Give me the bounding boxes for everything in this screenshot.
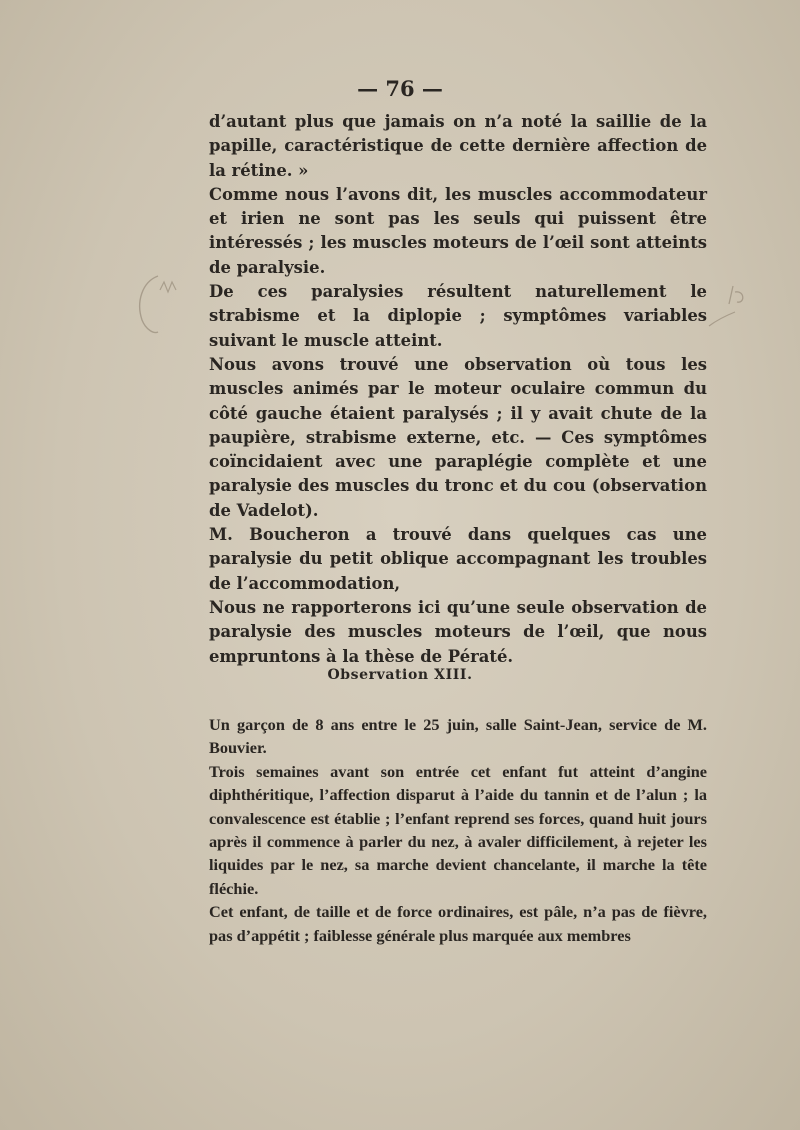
paragraph: Nous ne rapporterons ici qu’une seule observation de paralysie des muscles moteurs de l’œil, que nous empruntons à la thèse de Pératé.: [209, 597, 707, 666]
page-number: — 76 —: [357, 76, 443, 101]
pencil-mark-left-icon: [128, 268, 188, 338]
paragraph: Trois semaines avant son entrée cet enfant fut atteint d’angine diphthéritique, l’affection disparut à l’aide du tannin et de l’alun ; la convalescence est établie ; l’enfant reprend ses forces, quand huit jours après il commence à parler du nez, à avaler difficilement, à rejeter les liquides par le nez, sa marche devient chancelante, il marche la tête fléchie.: [209, 761, 707, 898]
observation-text: [209, 713, 707, 947]
paragraph: M. Boucheron a trouvé dans quelques cas une paralysie du petit oblique accompagnant les troubles de l’accommodation,: [209, 525, 707, 593]
paragraph: d’autant plus que jamais on n’a noté la saillie de la papille, caractéristique de cette dernière affection de la rétine. »: [209, 112, 707, 180]
paragraph: Nous avons trouvé une observation où tous les muscles animés par le moteur oculaire commun du côté gauche étaient paralysés ; il y avait chute de la paupière, strabisme externe, etc. — Ces symptômes coïncidaient avec une paraplégie complète et une paralysie des muscles du tronc et du cou (observation de Vadelot).: [209, 354, 707, 520]
observation-heading: Observation XIII.: [327, 667, 473, 683]
paragraph: De ces paralysies résultent naturellement le strabisme et la diplopie ; symptômes variables suivant le muscle atteint.: [209, 282, 707, 350]
paragraph: Un garçon de 8 ans entre le 25 juin, salle Saint-Jean, service de M. Bouvier.: [209, 715, 707, 758]
paragraph: Comme nous l’avons dit, les muscles accommodateur et irien ne sont pas les seuls qui puissent être intéressés ; les muscles moteurs de l’œil sont atteints de paralysie.: [209, 184, 707, 277]
main-text: [209, 110, 707, 669]
paragraph: Cet enfant, de taille et de force ordinaires, est pâle, n’a pas de fièvre, pas d’appétit ; faiblesse générale plus marquée aux membres: [209, 902, 707, 945]
pencil-mark-right-icon: [705, 280, 755, 330]
